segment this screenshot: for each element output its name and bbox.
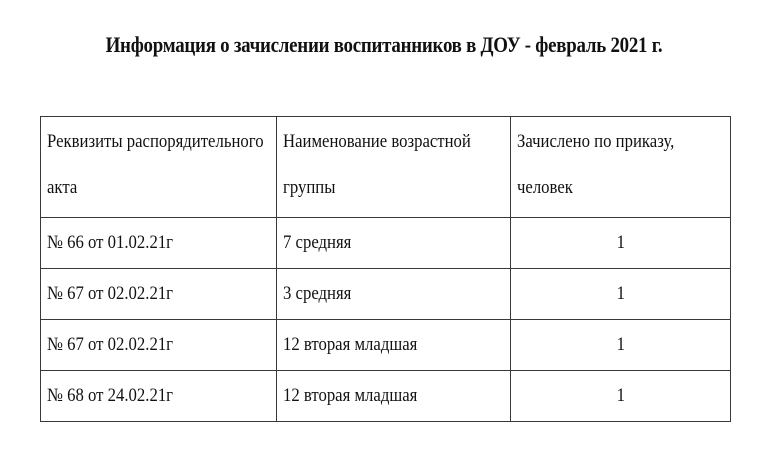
age-group-cell: 3 средняя — [277, 269, 511, 320]
enrolled-count-cell: 1 — [511, 371, 731, 422]
enrolled-count-cell: 1 — [511, 320, 731, 371]
table-header-row — [41, 117, 731, 218]
table-row — [41, 371, 731, 422]
header-decree-details: Реквизиты распорядительного акта — [41, 117, 277, 218]
decree-cell: № 67 от 02.02.21г — [41, 320, 277, 371]
header-enrolled-count: Зачислено по приказу, человек — [511, 117, 731, 218]
enrolled-count-cell: 1 — [511, 218, 731, 269]
decree-cell: № 67 от 02.02.21г — [41, 269, 277, 320]
enrolled-count-cell: 1 — [511, 269, 731, 320]
age-group-cell: 12 вторая младшая — [277, 371, 511, 422]
table-row — [41, 218, 731, 269]
decree-cell: № 66 от 01.02.21г — [41, 218, 277, 269]
table-row — [41, 269, 731, 320]
header-age-group: Наименование возрастной группы — [277, 117, 511, 218]
enrollment-table — [40, 116, 731, 422]
decree-cell: № 68 от 24.02.21г — [41, 371, 277, 422]
age-group-cell: 12 вторая младшая — [277, 320, 511, 371]
table-row — [41, 320, 731, 371]
age-group-cell: 7 средняя — [277, 218, 511, 269]
document-title: Информация о зачислении воспитанников в ДОУ - февраль 2021 г. — [105, 32, 663, 57]
